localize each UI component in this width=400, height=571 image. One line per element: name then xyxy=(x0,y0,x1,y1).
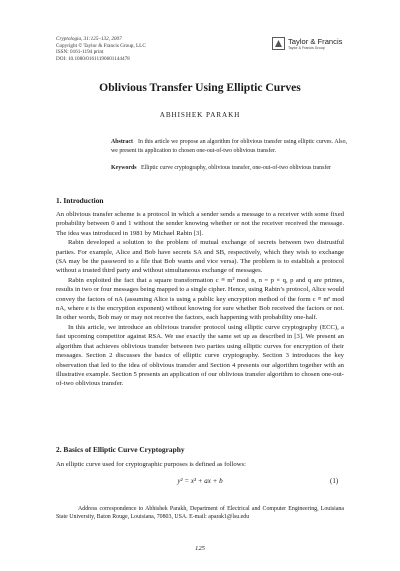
journal-citation: Cryptologia, 31:125–132, 2007 xyxy=(56,36,122,42)
abstract-label: Abstract xyxy=(111,139,133,145)
copyright-line: Copyright © Taylor & Francis Group, LLC xyxy=(56,42,146,49)
issn-line: ISSN: 0161-1194 print xyxy=(56,49,104,56)
equation-number: (1) xyxy=(330,477,339,485)
introduction-body xyxy=(56,210,344,389)
page-number: 125 xyxy=(195,545,205,552)
correspondence-footnote xyxy=(56,505,344,521)
paragraph: Rabin exploited the fact that a square transformation c ≡ m² mod n, n = p × q, p and q are primes, results in two or four messages being mapped to a single cipher. Hence, using Rabin’s protocol, Alice would convey the factors of nA (assuming Alice is using a public key encryption method of the form c ≡ mᵉ mod nA, where e is the encryption exponent) without knowing for sure whether Bob received the factors or not. In other words, Bob may or may not receive the factors, each happening with probability one-half. xyxy=(56,276,344,322)
publisher-logo-icon xyxy=(272,37,285,50)
publisher-logo xyxy=(272,36,352,54)
publisher-tagline: Taylor & Francis Group xyxy=(288,46,325,50)
author-name: ABHISHEK PARAKH xyxy=(159,111,241,119)
publisher-name: Taylor & Francis xyxy=(288,37,343,46)
section-heading-introduction: 1. Introduction xyxy=(56,196,104,205)
section-heading-elliptic-curves: 2. Basics of Elliptic Curve Cryptography xyxy=(56,445,185,454)
paragraph: An elliptic curve used for cryptographic purposes is defined as follows: xyxy=(56,461,246,468)
article-title: Oblivious Transfer Using Elliptic Curves xyxy=(99,81,301,94)
equation-text: y² = x³ + ax + b xyxy=(177,477,223,485)
journal-masthead xyxy=(56,36,146,62)
abstract-block xyxy=(111,138,347,156)
footnote-text: Address correspondence to Abhishek Parakh, Department of Electrical and Computer Engineering, Louisiana State University, Baton Rouge, Louisiana, 70803, USA. E-mail: aparak1@lsu.edu xyxy=(56,506,344,521)
doi-line: DOI: 10.1080/01611190601144478 xyxy=(56,55,130,62)
paragraph: An oblivious transfer scheme is a protocol in which a sender sends a message to a receiver with some fixed probability between 0 and 1 without the sender knowing whether or not the receiver received the message. The idea was introduced in 1981 by Michael Rabin [3]. xyxy=(56,211,344,237)
paragraph: Rabin developed a solution to the problem of mutual exchange of secrets between two distrustful parties. For example, Alice and Bob have secrets SA and SB, respectively, which they wish to exchange (SA may be the password to a file that Bob wants and vice versa). The problem is to establish a protocol without a trusted third party and without simultaneous exchange of messages. xyxy=(56,239,344,275)
abstract-text: In this article we propose an algorithm for oblivious transfer using elliptic curves. Also, we present its application to chosen one-out-of-two oblivious transfer. xyxy=(111,139,348,154)
section2-body xyxy=(56,460,344,469)
keywords-block xyxy=(111,164,347,173)
paragraph: In this article, we introduce an oblivious transfer protocol using elliptic curve cryptography (ECC), a fast upcoming competitor against RSA. We use exactly the same set up as described in [3]. We present an algorithm that achieves oblivious transfer between two parties using elliptic curves for encryption of their messages. Section 2 discusses the basics of elliptic curve cryptography. Section 3 introduces the key observation that led to the idea of oblivious transfer and Section 4 presents our algorithm together with an illustrative example. Section 5 presents an application of our oblivious transfer algorithm to chosen one-out-of-two oblivious transfer. xyxy=(56,323,344,388)
keywords-text: Elliptic curve cryptography, oblivious transfer, one-out-of-two oblivious transfer xyxy=(140,165,331,171)
keywords-label: Keywords xyxy=(111,165,137,171)
